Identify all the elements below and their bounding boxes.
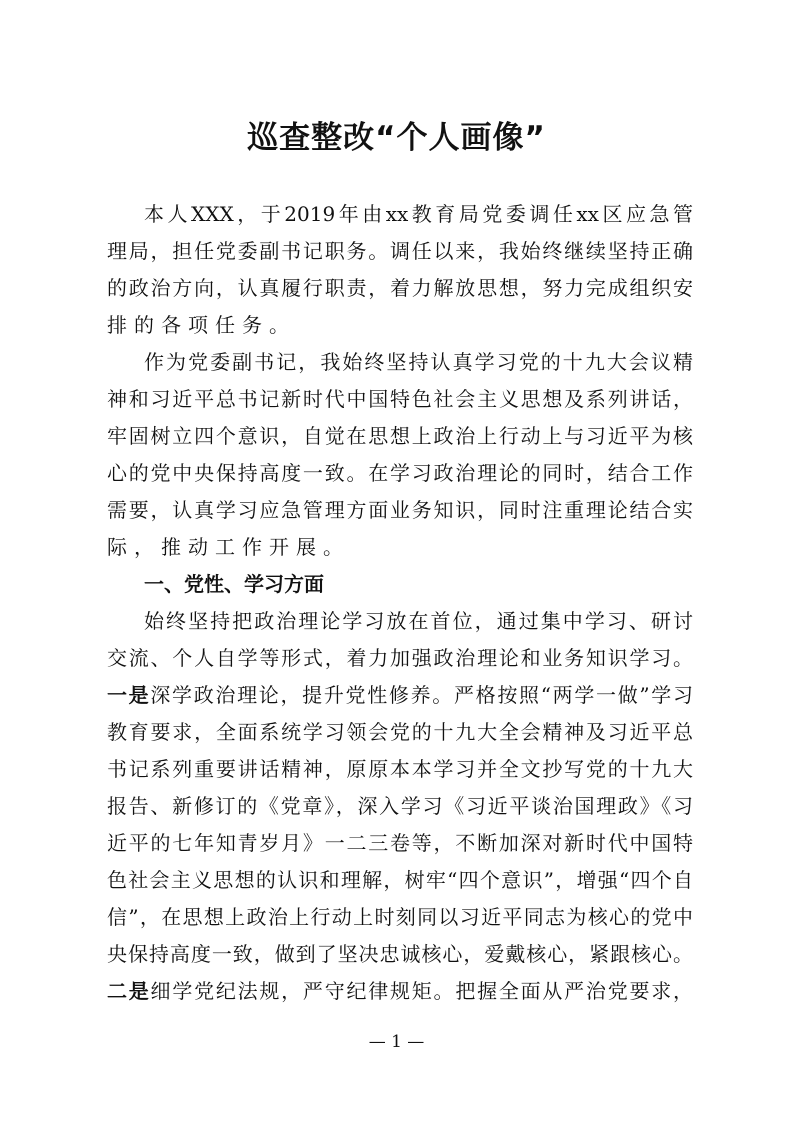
line-text: 细学党纪法规，严守纪律规矩。把握全面从严治党要求， — [150, 979, 694, 1003]
text-line — [107, 825, 693, 862]
line-text: 本人XXX，于2019年由xx教育局党委调任xx区应急管 — [144, 202, 693, 226]
text-line — [107, 307, 693, 344]
line-text: 牢固树立四个意识，自觉在思想上政治上行动上与习近平为核 — [107, 424, 693, 448]
line-text: 作为党委副书记，我始终坚持认真学习党的十九大会议精 — [144, 350, 693, 374]
bold-lead: 二是 — [107, 979, 151, 1003]
text-line — [107, 418, 693, 455]
text-line — [107, 973, 693, 1010]
line-text: 书记系列重要讲话精神，原原本本学习并全文抄写党的十九大 — [107, 757, 693, 781]
text-line — [107, 344, 693, 381]
text-line — [107, 233, 693, 270]
line-text: 报告、新修订的《党章》，深入学习《习近平谈治国理政》《习 — [107, 794, 693, 818]
line-text: 信”，在思想上政治上行动上时刻同以习近平同志为核心的党中 — [107, 905, 693, 929]
text-line — [107, 899, 693, 936]
text-line — [107, 455, 693, 492]
line-text: 央保持高度一致，做到了坚决忠诚核心，爱戴核心，紧跟核心。 — [107, 942, 693, 966]
text-line — [107, 270, 693, 307]
line-text: 心的党中央保持高度一致。在学习政治理论的同时，结合工作 — [107, 461, 693, 485]
document-body — [107, 196, 693, 1010]
text-line — [107, 640, 693, 677]
text-line — [107, 936, 693, 973]
text-line — [107, 788, 693, 825]
line-text: 际，推动工作开展。 — [107, 535, 350, 559]
text-line — [107, 529, 693, 566]
text-line — [107, 196, 693, 233]
text-line — [107, 751, 693, 788]
line-text: 交流、个人自学等形式，着力加强政治理论和业务知识学习。 — [107, 646, 693, 670]
line-text: 需要，认真学习应急管理方面业务知识，同时注重理论结合实 — [107, 498, 693, 522]
page-number: — 1 — — [368, 1032, 425, 1052]
bold-lead: 一是 — [107, 683, 151, 707]
line-text: 始终坚持把政治理论学习放在首位，通过集中学习、研讨 — [144, 609, 693, 633]
line-text: 教育要求，全面系统学习领会党的十九大全会精神及习近平总 — [107, 720, 693, 744]
text-line — [107, 492, 693, 529]
section-heading — [107, 566, 693, 603]
line-text: 排的各项任务。 — [107, 313, 296, 337]
text-line — [107, 862, 693, 899]
text-line — [107, 714, 693, 751]
bold-lead: 一、党性、学习方面 — [144, 572, 324, 596]
text-line — [107, 677, 693, 714]
document-title: 巡查整改“个人画像” — [247, 120, 546, 156]
text-line — [107, 381, 693, 418]
line-text: 近平的七年知青岁月》一二三卷等，不断加深对新时代中国特 — [107, 831, 693, 855]
line-text: 的政治方向，认真履行职责，着力解放思想，努力完成组织安 — [107, 276, 693, 300]
line-text: 色社会主义思想的认识和理解，树牢“四个意识”，增强“四个自 — [107, 868, 693, 892]
line-text: 理局，担任党委副书记职务。调任以来，我始终继续坚持正确 — [107, 239, 693, 263]
text-line — [107, 603, 693, 640]
line-text: 深学政治理论，提升党性修养。严格按照“两学一做”学习 — [150, 683, 693, 707]
line-text: 神和习近平总书记新时代中国特色社会主义思想及系列讲话， — [107, 387, 693, 411]
